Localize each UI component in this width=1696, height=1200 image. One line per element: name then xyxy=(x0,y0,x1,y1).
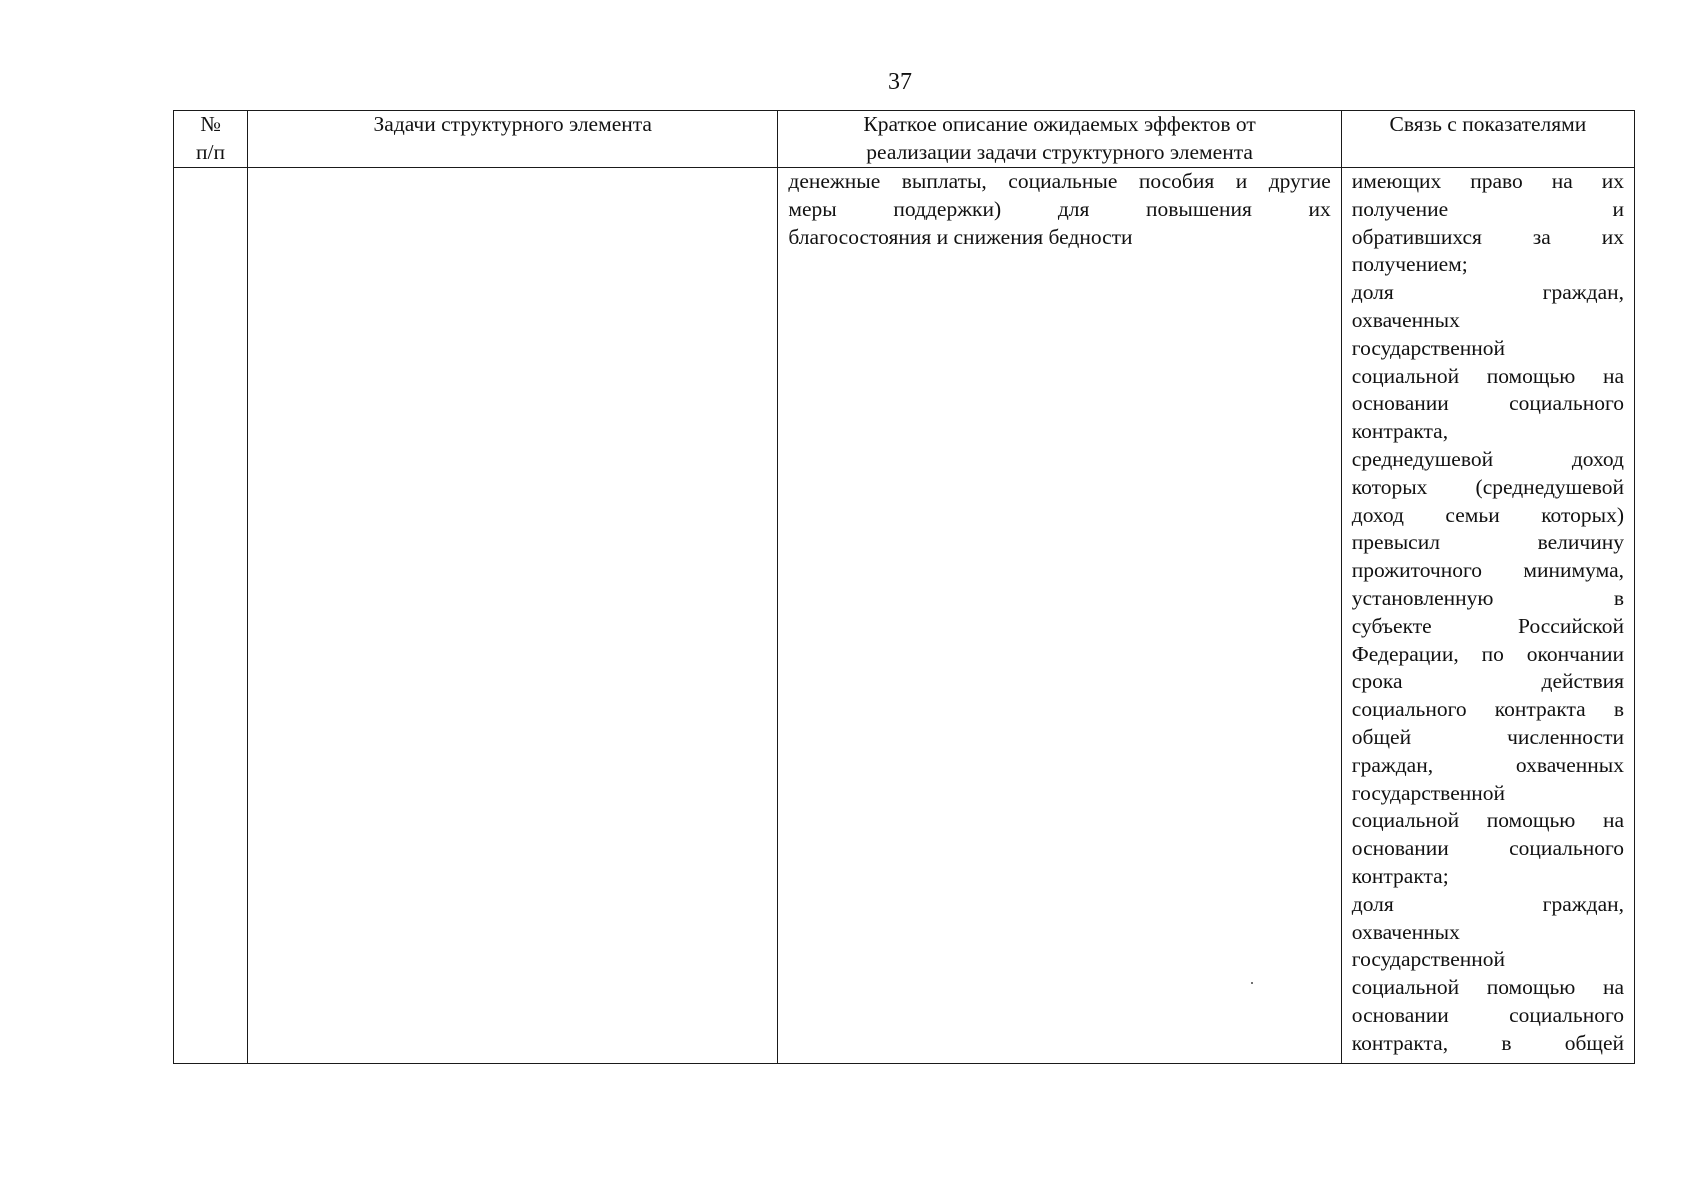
header-number-line-1: № xyxy=(200,112,221,136)
indicators-link-line: граждан, охваченных xyxy=(1351,752,1624,777)
header-tasks xyxy=(248,111,778,168)
header-number-line-2: п/п xyxy=(196,139,226,164)
indicators-link-line: доход семьи которых) xyxy=(1351,502,1624,527)
indicators-link-line: среднедушевой доход xyxy=(1351,446,1624,471)
indicators-link-line: срока действия xyxy=(1351,669,1624,694)
description-line: благосостояния и снижения бедности xyxy=(788,224,1133,249)
indicators-link-text xyxy=(1352,168,1624,1058)
indicators-link-line: социальной помощью на xyxy=(1351,808,1624,833)
indicators-link-line: контракта; xyxy=(1351,863,1449,888)
description-line: денежные выплаты, социальные пособия и другие xyxy=(788,169,1331,193)
indicators-link-line: социальной помощью на xyxy=(1351,363,1624,388)
table-header-row xyxy=(174,111,1635,168)
indicators-link-line: социальной помощью на xyxy=(1351,975,1624,1000)
indicators-link-line: государственной xyxy=(1351,947,1506,972)
indicators-link-line: которых (среднедушевой xyxy=(1351,474,1624,499)
description-text xyxy=(788,168,1330,251)
indicators-link-line: государственной xyxy=(1351,780,1506,805)
header-number xyxy=(174,111,248,168)
indicators-link-line: контракта, xyxy=(1351,419,1449,444)
description-line: меры поддержки) для повышения их xyxy=(788,196,1331,221)
header-tasks-text: Задачи структурного элемента xyxy=(373,112,652,136)
indicators-link-line: общей численности xyxy=(1351,724,1624,749)
indicators-link-line: прожиточного минимума, xyxy=(1351,558,1624,583)
indicators-link-line: основании социального xyxy=(1351,1002,1624,1027)
indicators-link-line: доля граждан, xyxy=(1351,280,1624,305)
indicators-link-line: субъекте Российской xyxy=(1351,613,1624,638)
scan-speck xyxy=(1251,982,1253,984)
indicators-link-line: обратившихся за их xyxy=(1351,224,1624,249)
indicators-link-line: контракта, в общей xyxy=(1351,1030,1624,1055)
cell-indicators-link xyxy=(1341,168,1634,1064)
indicators-link-line: социального контракта в xyxy=(1351,697,1624,722)
header-description xyxy=(778,111,1341,168)
cell-task xyxy=(248,168,778,1064)
indicators-link-line: превысил величину xyxy=(1351,530,1624,555)
indicators-link-line: государственной xyxy=(1351,335,1506,360)
indicators-link-line: имеющих право на их xyxy=(1351,169,1624,193)
structural-element-table xyxy=(173,110,1635,1064)
page-number: 37 xyxy=(888,69,912,95)
indicators-link-line: Федерации, по окончании xyxy=(1351,641,1624,666)
header-description-line-1: Краткое описание ожидаемых эффектов от xyxy=(863,112,1256,136)
indicators-link-line: основании социального xyxy=(1351,836,1624,861)
table-row xyxy=(174,168,1635,1064)
header-description-line-2: реализации задачи структурного элемента xyxy=(866,139,1253,164)
cell-number xyxy=(174,168,248,1064)
header-indicators-link-text: Связь с показателями xyxy=(1389,112,1587,136)
cell-description xyxy=(778,168,1341,1064)
indicators-link-line: охваченных xyxy=(1351,919,1460,944)
indicators-link-line: основании социального xyxy=(1351,391,1624,416)
indicators-link-line: установленную в xyxy=(1351,585,1624,610)
indicators-link-line: охваченных xyxy=(1351,307,1460,332)
indicators-link-line: получением; xyxy=(1351,252,1468,277)
indicators-link-line: доля граждан, xyxy=(1351,891,1624,916)
header-indicators-link xyxy=(1341,111,1634,168)
indicators-link-line: получение и xyxy=(1351,196,1624,221)
